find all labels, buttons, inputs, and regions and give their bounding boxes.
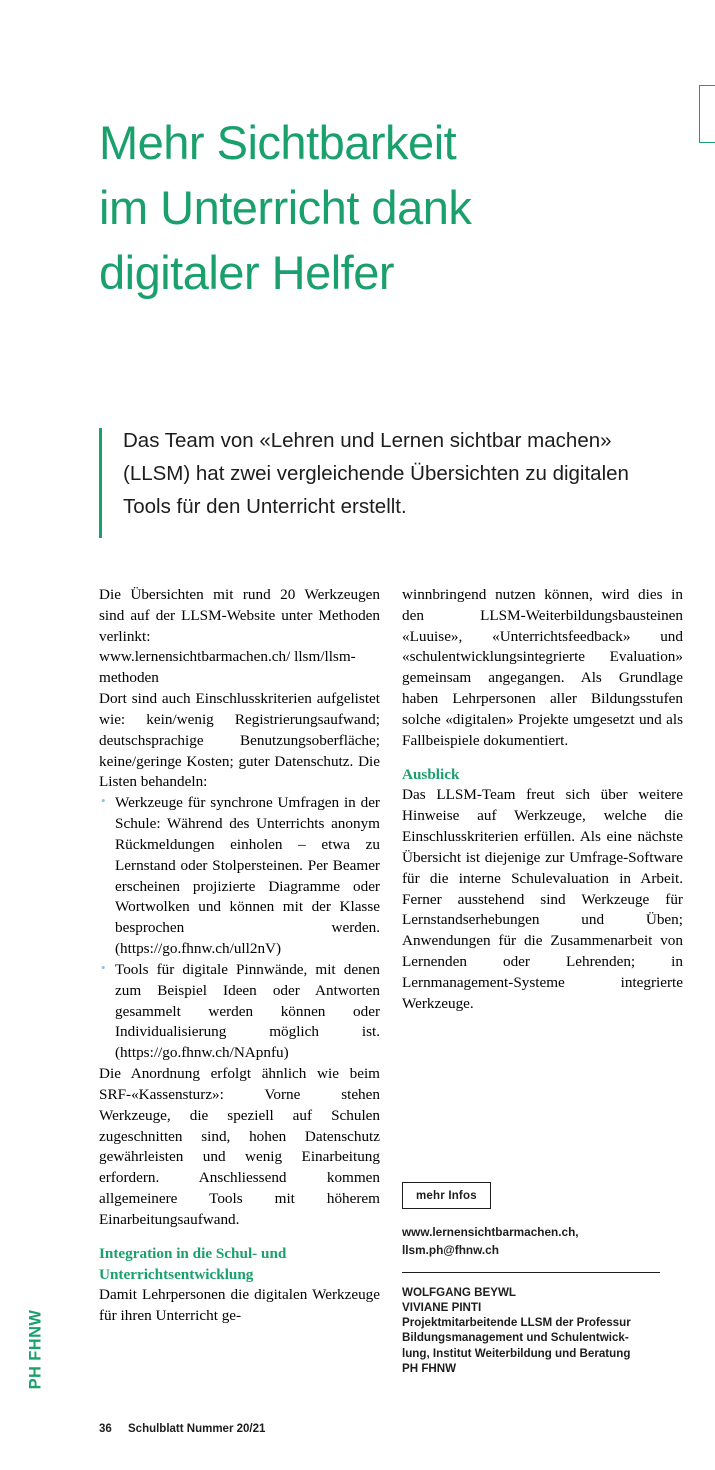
paragraph: Die Übersichten mit rund 20 Werkzeugen sind auf der LLSM-Website unter Methoden verlinkt: xyxy=(99,586,380,645)
paragraph: Dort sind auch Einschlusskriterien aufgelistet wie: kein/wenig Registrierungsaufwand; deutschsprachige Benutzungsoberfläche; keine/geringe Kosten; guter Datenschutz. Die Listen behandeln: xyxy=(99,690,380,791)
body-column-left xyxy=(99,585,380,1327)
paragraph: Damit Lehrpersonen die digitalen Werkzeuge für ihren Unterricht ge- xyxy=(99,1286,380,1325)
author-role-line-3: lung, Institut Weiterbildung und Beratung xyxy=(402,1346,631,1360)
page-footer xyxy=(99,1423,265,1435)
info-box-tag: mehr Infos xyxy=(402,1182,491,1209)
page-number: 36 xyxy=(99,1423,112,1435)
info-box-website-link[interactable]: www.lernensichtbarmachen.ch, xyxy=(402,1225,579,1239)
author-role-line-2: Bildungsmanagement und Schulentwick- xyxy=(402,1331,629,1345)
bullet-list xyxy=(99,793,380,1064)
page-title-line-1: Mehr Sichtbarkeit xyxy=(99,116,457,170)
list-item: • Werkzeuge für synchrone Umfragen in der Schule: Während des Unterrichts anonym Rückmeldungen einholen – etwa zu Lernstand oder Stolpersteinen. Per Beamer erscheinen projizierte Diagramme oder Wortwolken und können mit der Klasse besprochen werden. (https://go.fhnw.ch/ull2nV) xyxy=(99,793,380,960)
section-subheading: Integration in die Schul- und Unterrichtsentwicklung xyxy=(99,1244,287,1283)
lead-accent-bar xyxy=(99,428,102,538)
info-box-links xyxy=(402,1223,660,1260)
vertical-institution-label: PH FHNW xyxy=(26,1309,45,1390)
divider xyxy=(402,1272,660,1273)
list-item: • Tools für digitale Pinnwände, mit denen zum Beispiel Ideen oder Antworten gesammelt werden können oder Individualisierung möglich ist. (https://go.fhnw.ch/NApnfu) xyxy=(99,960,380,1064)
paragraph: Die Anordnung erfolgt ähnlich wie beim SRF-«Kassensturz»: Vorne stehen Werkzeuge, die speziell auf Schulen zugeschnitten sind, hohen Datenschutz gewährleisten und wenig Einarbeitung erfordern. Anschliessend kommen allgemeinere Tools mit höherem Einarbeitungsaufwand. xyxy=(99,1065,380,1228)
paragraph: winnbringend nutzen können, wird dies in den LLSM-Weiterbildungsbausteinen «Luuise», «Unterrichtsfeedback» und «schulentwicklungsintegrierte Evaluation» gemeinsam angegangen. Als Grundlage haben Lehrpersonen aller Bildungsstufen solche «digitalen» Projekte umgesetzt und als Fallbeispiele dokumentiert. xyxy=(402,586,683,749)
info-box xyxy=(402,1182,660,1376)
section-subheading: Ausblick xyxy=(402,765,460,783)
lead-paragraph-block xyxy=(99,424,659,524)
author-credits xyxy=(402,1285,660,1377)
author-name-2: VIVIANE PINTI xyxy=(402,1300,482,1314)
author-name-1: WOLFGANG BEYWL xyxy=(402,1285,516,1299)
website-url: www.lernensichtbarmachen.ch/ llsm/llsm-methoden xyxy=(99,648,356,687)
lead-paragraph: Das Team von «Lehren und Lernen sichtbar machen» (LLSM) hat zwei vergleichende Übersichten zu digitalen Tools für den Unterricht erstellt. xyxy=(123,429,629,519)
info-box-email-link[interactable]: llsm.ph@fhnw.ch xyxy=(402,1243,499,1258)
body-column-right xyxy=(402,585,683,1015)
author-role-line-4: PH FHNW xyxy=(402,1362,457,1376)
author-role-line-1: Projektmitarbeitende LLSM der Professur xyxy=(402,1316,631,1330)
margin-bracket-decoration xyxy=(699,85,715,143)
publication-source: Schulblatt Nummer 20/21 xyxy=(128,1423,266,1435)
page-title xyxy=(99,111,619,306)
paragraph: Das LLSM-Team freut sich über weitere Hinweise auf Werkzeuge, welche die Einschlusskriterien erfüllen. Als eine nächste Übersicht ist diejenige zur Umfrage-Software für die interne Schulevaluation in Arbeit. Ferner ausstehend sind Werkzeuge für Lernstandserhebungen und Üben; Anwendungen für die Zusammenarbeit von Lernenden oder Lehrenden; in Lernmanagement-Systeme integrierte Werkzeuge. xyxy=(402,786,683,1012)
page-title-line-3: digitaler Helfer xyxy=(99,246,395,300)
page-title-line-2: im Unterricht dank xyxy=(99,181,472,235)
